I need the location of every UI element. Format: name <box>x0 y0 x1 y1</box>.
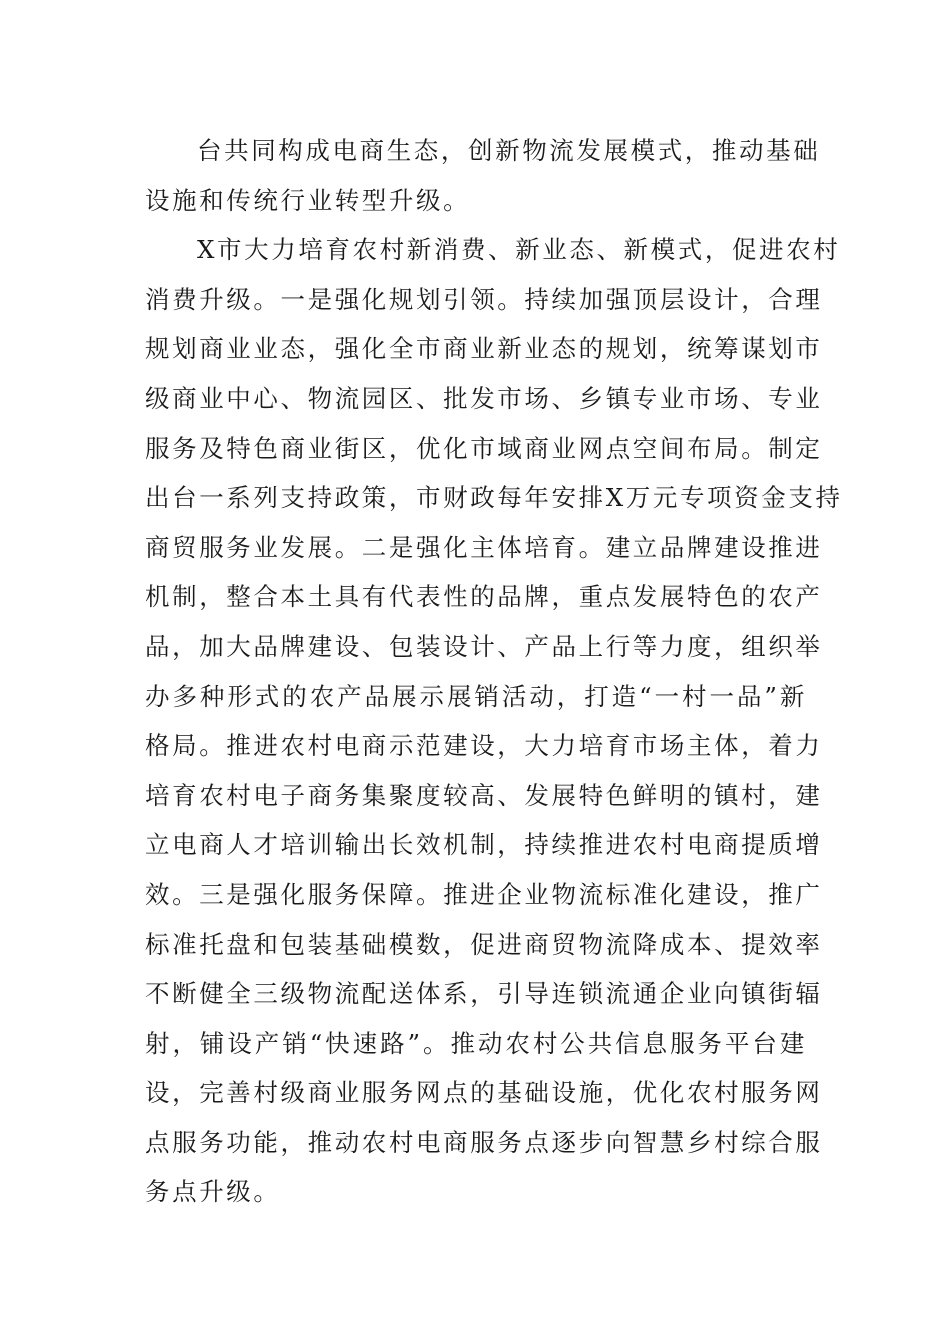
paragraph-2-line-12: 培育农村电子商务集聚度较高、发展特色鲜明的镇村，建 <box>145 780 823 810</box>
paragraph-2-line-3: 规划商业业态，强化全市商业新业态的规划，统筹谋划市 <box>145 334 823 364</box>
paragraph-2-line-11: 格局。推进农村电商示范建设，大力培育市场主体，着力 <box>145 731 823 761</box>
paragraph-1-line-2: 设施和传统行业转型升级。 <box>145 185 471 215</box>
paragraph-2-line-4: 级商业中心、物流园区、批发市场、乡镇专业市场、专业 <box>145 383 823 413</box>
paragraph-2-line-18: 设，完善村级商业服务网点的基础设施，优化农村服务网 <box>145 1078 823 1108</box>
paragraph-2-line-1: X市大力培育农村新消费、新业态、新模式，促进农村 <box>197 235 841 265</box>
paragraph-2-line-7: 商贸服务业发展。二是强化主体培育。建立品牌建设推进 <box>145 532 823 562</box>
paragraph-2-line-16: 不断健全三级物流配送体系，引导连锁流通企业向镇街辐 <box>145 979 823 1009</box>
paragraph-2-line-10: 办多种形式的农产品展示展销活动，打造“一村一品”新 <box>145 681 807 711</box>
paragraph-2-line-13: 立电商人才培训输出长效机制，持续推进农村电商提质增 <box>145 830 823 860</box>
paragraph-1-line-1: 台共同构成电商生态，创新物流发展模式，推动基础 <box>197 136 821 165</box>
paragraph-2-line-14: 效。三是强化服务保障。推进企业物流标准化建设，推广 <box>145 879 823 909</box>
paragraph-2-line-19: 点服务功能，推动农村电商服务点逐步向智慧乡村综合服 <box>145 1127 823 1157</box>
paragraph-2-line-17: 射，铺设产销“快速路”。推动农村公共信息服务平台建 <box>145 1028 807 1058</box>
paragraph-2-line-15: 标准托盘和包装基础模数，促进商贸物流降成本、提效率 <box>145 929 823 959</box>
paragraph-2-line-5: 服务及特色商业街区，优化市域商业网点空间布局。制定 <box>145 433 823 463</box>
paragraph-2-line-9: 品，加大品牌建设、包装设计、产品上行等力度，组织举 <box>145 631 823 661</box>
paragraph-2-line-8: 机制，整合本土具有代表性的品牌，重点发展特色的农产 <box>145 582 823 612</box>
body-text <box>145 126 843 1217</box>
paragraph-2-line-20: 务点升级。 <box>145 1177 281 1207</box>
paragraph-2-line-2: 消费升级。一是强化规划引领。持续加强顶层设计，合理 <box>145 284 823 314</box>
paragraph-2-line-6: 出台一系列支持政策，市财政每年安排X万元专项资金支持 <box>145 483 843 513</box>
